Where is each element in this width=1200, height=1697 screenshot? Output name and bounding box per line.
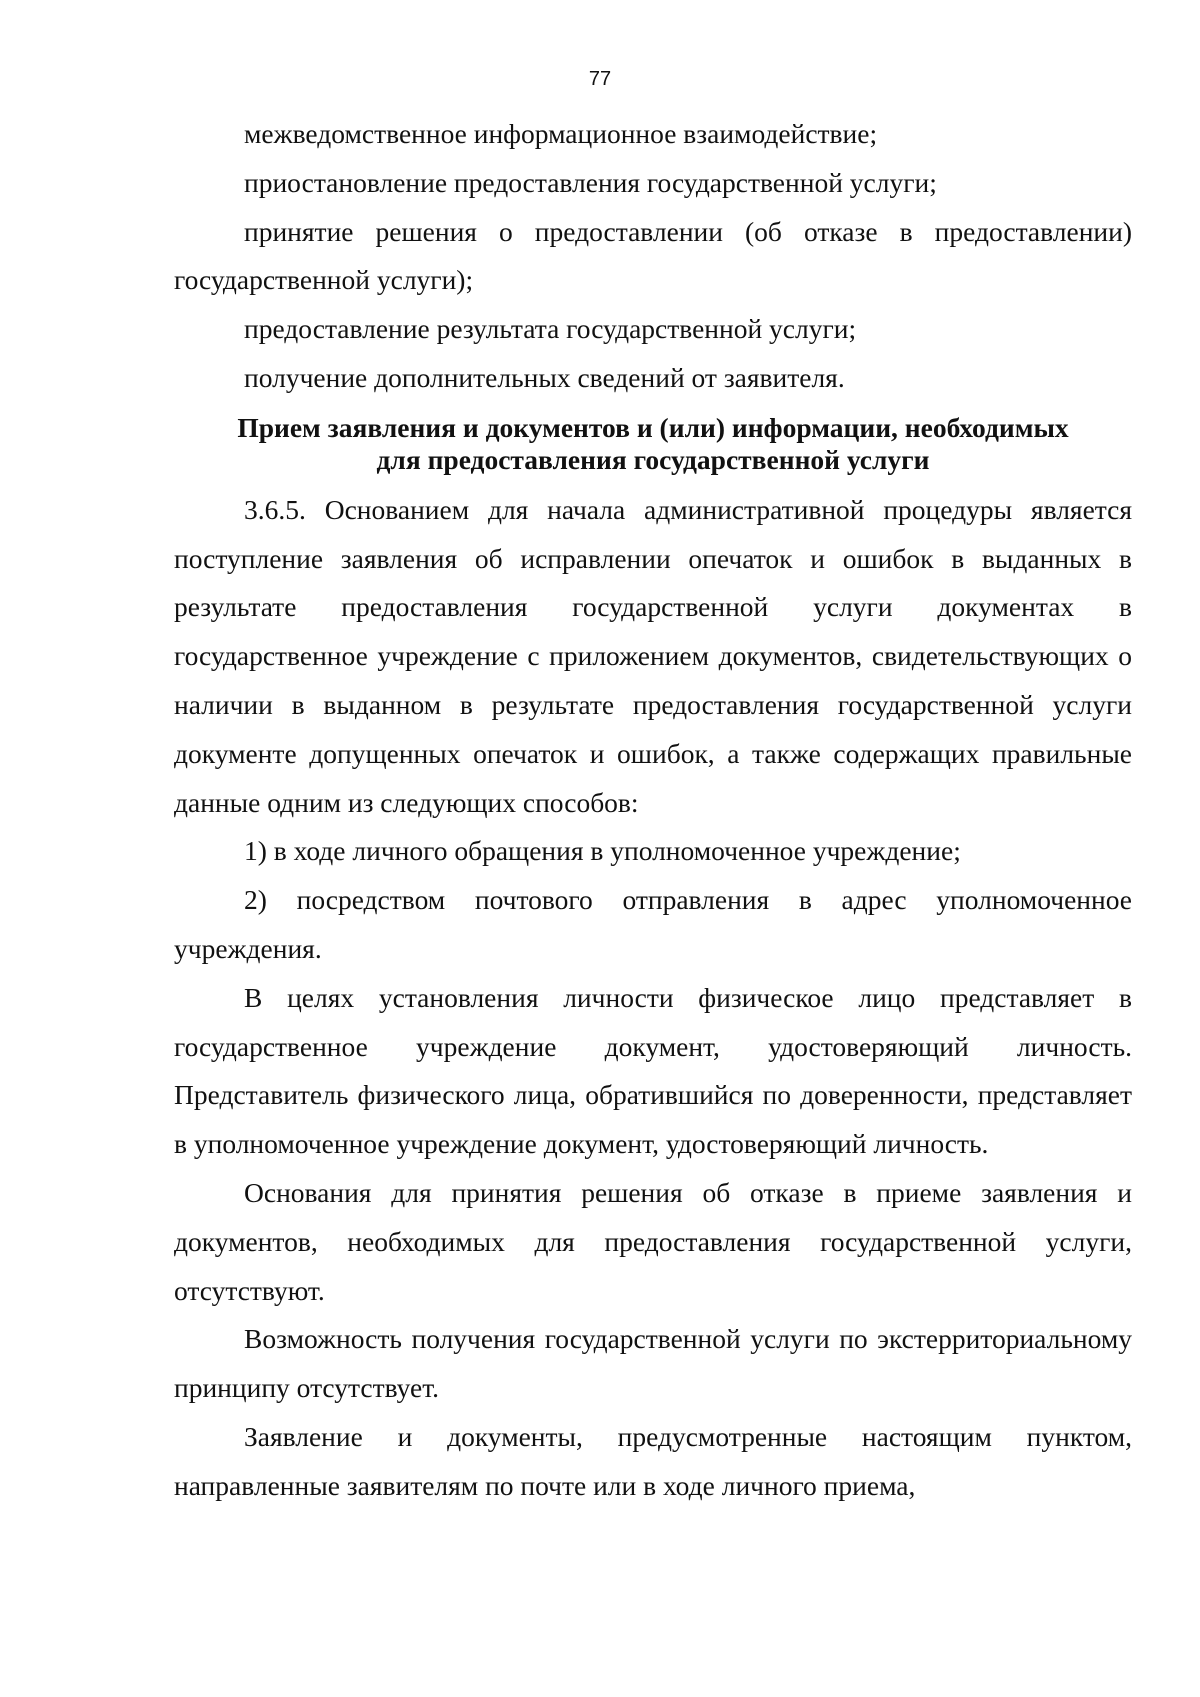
paragraph-identity: В целях установления личности физическое лицо представляет в государственное учреждение документ, удостоверяющий личность. Представитель физического лица, обратившийся по доверенности, представляет в уполномоченное учреждение документ, удостоверяющий личность.	[174, 981, 1132, 1160]
list-item-additional-info: получение дополнительных сведений от заявителя.	[244, 361, 845, 393]
paragraph-extraterritorial: Возможность получения государственной услуги по экстерриториальному принципу отсутствует.	[174, 1323, 1132, 1404]
section-heading-line-2: для предоставления государственной услуги	[376, 443, 930, 475]
paragraph-3-6-5: 3.6.5. Основанием для начала административной процедуры является поступление заявления об исправлении опечаток и ошибок в выданных в результате предоставления государственной услуги документах в государственное учреждение с приложением документов, свидетельствующих о наличии в выданном в результате предоставления государственной услуги документе допущенных опечаток и ошибок, а также содержащих правильные данные одним из следующих способов:	[174, 493, 1132, 818]
paragraph-method-2: 2) посредством почтового отправления в адрес уполномоченное учреждения.	[174, 884, 1132, 964]
list-item-suspension: приостановление предоставления государственной услуги;	[244, 166, 937, 198]
page-content	[174, 110, 1132, 1511]
paragraph-method-1: 1) в ходе личного обращения в уполномоченное учреждение;	[244, 835, 961, 867]
list-item-result: предоставление результата государственной услуги;	[244, 313, 857, 345]
paragraph-refusal-grounds: Основания для принятия решения об отказе в приеме заявления и документов, необходимых для предоставления государственной услуги, отсутствуют.	[174, 1176, 1132, 1306]
list-item-interagency: межведомственное информационное взаимодействие;	[244, 118, 878, 149]
section-heading-line-1: Прием заявления и документов и (или) информации, необходимых	[237, 411, 1069, 443]
section-heading	[174, 412, 1132, 476]
paragraph-documents-sent: Заявление и документы, предусмотренные настоящим пунктом, направленные заявителям по почте или в ходе личного приема,	[174, 1420, 1132, 1501]
page-number: 77	[588, 68, 612, 90]
list-item-decision: принятие решения о предоставлении (об отказе в предоставлении) государственной услуги);	[174, 215, 1132, 296]
